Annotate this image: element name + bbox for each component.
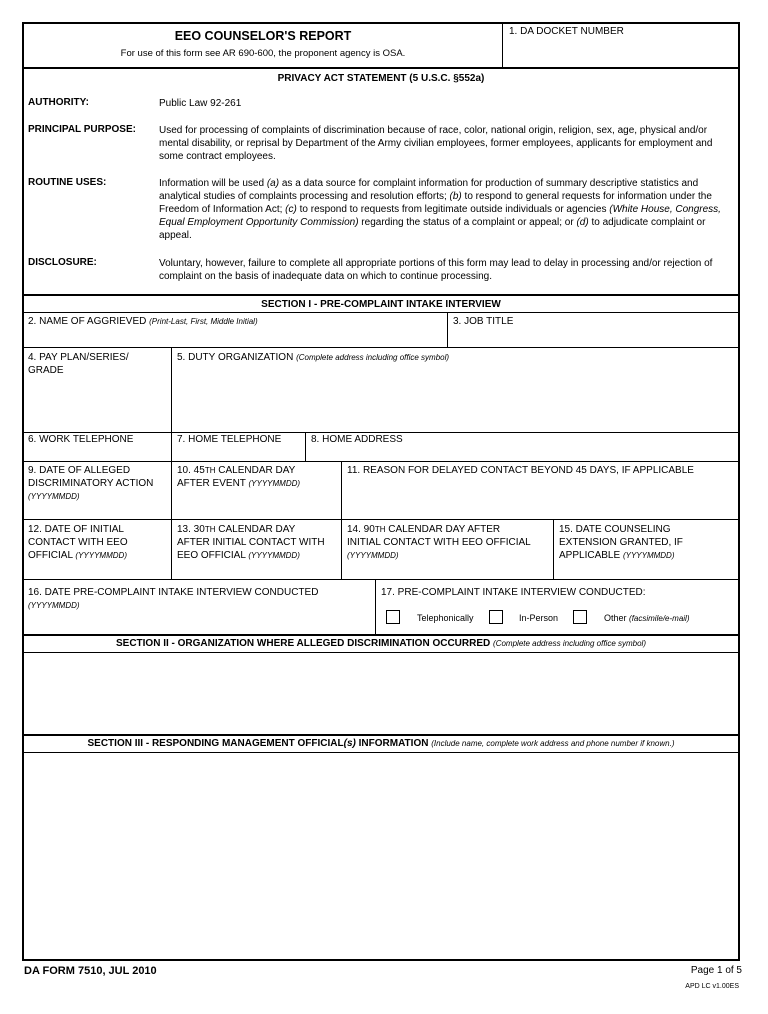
authority-label: AUTHORITY: <box>28 97 89 108</box>
divider <box>23 519 739 520</box>
organization-input-area[interactable] <box>24 653 738 733</box>
initial-contact-date-field[interactable]: 12. DATE OF INITIAL CONTACT WITH EEO OFFICIAL (YYYYMMDD) <box>28 524 128 561</box>
home-address-field[interactable]: 8. HOME ADDRESS <box>311 434 403 445</box>
telephonically-label: Telephonically <box>417 613 474 623</box>
divider <box>171 432 172 461</box>
divider <box>447 312 448 347</box>
form-title: EEO COUNSELOR'S REPORT <box>174 29 352 43</box>
divider <box>171 461 172 519</box>
divider <box>23 312 739 313</box>
privacy-heading: PRIVACY ACT STATEMENT (5 U.S.C. §552a) <box>277 73 485 84</box>
divider <box>341 519 342 579</box>
interview-method-label: 17. PRE-COMPLAINT INTAKE INTERVIEW CONDUCTED: <box>381 587 646 598</box>
divider <box>171 347 172 432</box>
telephonically-checkbox[interactable] <box>386 610 400 624</box>
management-official-input-area[interactable] <box>24 753 738 958</box>
routine-text: Information will be used (a) as a data source for complaint information for production of summary descriptive statistics and analytical studies of complaints processing and resolution efforts; (b) to respond to general requests for information under the Freedom of Information Act; (c) to respond to requests from legitimate outside individuals or agencies (White House, Congress, Equal Employment Opportunity Commission) regarding the status of a complaint or appeal; or (d) to adjudicate complaint or appeal. <box>159 178 721 241</box>
divider <box>23 634 739 636</box>
form-id: DA FORM 7510, JUL 2010 <box>24 965 157 977</box>
header-divider <box>502 23 503 68</box>
45th-day-field[interactable]: 10. 45TH CALENDAR DAY AFTER EVENT (YYYYMMDD) <box>177 465 301 489</box>
intake-interview-date-field[interactable]: 16. DATE PRE-COMPLAINT INTAKE INTERVIEW CONDUCTED (YYYYMMDD) <box>28 587 319 610</box>
job-title-field[interactable]: 3. JOB TITLE <box>453 316 514 327</box>
form-subtitle: For use of this form see AR 690-600, the proponent agency is OSA. <box>120 48 406 59</box>
other-label: Other (facsimile/e-mail) <box>604 613 690 623</box>
divider <box>23 294 739 296</box>
extension-date-field[interactable]: 15. DATE COUNSELING EXTENSION GRANTED, IF APPLICABLE (YYYYMMDD) <box>559 524 683 561</box>
version-label: APD LC v1.00ES <box>685 983 739 990</box>
section2-heading: SECTION II - ORGANIZATION WHERE ALLEGED DISCRIMINATION OCCURRED (Complete address including office symbol) <box>115 638 646 649</box>
in-person-checkbox[interactable] <box>489 610 503 624</box>
section3-heading: SECTION III - RESPONDING MANAGEMENT OFFICIAL(s) INFORMATION (Include name, complete work address and phone number if known.) <box>87 738 675 749</box>
divider <box>23 579 739 580</box>
routine-label: ROUTINE USES: <box>28 177 107 188</box>
purpose-text: Used for processing of complaints of discrimination because of race, color, national origin, religion, sex, age, physical and/or mental disability, or reprisal by Department of the Army civilian employees, former employees, applicants for employment and some contract employees. <box>159 125 713 162</box>
in-person-label: In-Person <box>519 613 559 623</box>
divider <box>341 461 342 519</box>
other-checkbox[interactable] <box>573 610 587 624</box>
divider <box>553 519 554 579</box>
disclosure-label: DISCLOSURE: <box>28 257 97 268</box>
delay-reason-field[interactable]: 11. REASON FOR DELAYED CONTACT BEYOND 45 DAYS, IF APPLICABLE <box>347 465 694 476</box>
work-telephone-field[interactable]: 6. WORK TELEPHONE <box>28 434 134 445</box>
docket-number-field[interactable]: 1. DA DOCKET NUMBER <box>509 26 624 37</box>
divider <box>305 432 306 461</box>
disclosure-text: Voluntary, however, failure to complete all appropriate portions of this form may lead to delay in processing and/or rejection of complaint on the basis of inadequate data on which to continue processing. <box>159 258 713 282</box>
90th-day-field[interactable]: 14. 90TH CALENDAR DAY AFTER INITIAL CONTACT WITH EEO OFFICIAL (YYYYMMDD) <box>347 524 531 560</box>
divider <box>23 734 739 736</box>
section1-heading: SECTION I - PRE-COMPLAINT INTAKE INTERVIEW <box>261 299 501 310</box>
divider <box>23 67 739 69</box>
name-aggrieved-field[interactable]: 2. NAME OF AGGRIEVED (Print-Last, First, Middle Initial) <box>28 316 258 327</box>
alleged-action-date-field[interactable]: 9. DATE OF ALLEGED DISCRIMINATORY ACTION (YYYYMMDD) <box>28 465 154 501</box>
authority-text: Public Law 92-261 <box>159 98 242 109</box>
divider <box>23 347 739 348</box>
purpose-label: PRINCIPAL PURPOSE: <box>28 124 136 135</box>
divider <box>375 579 376 634</box>
divider <box>23 461 739 462</box>
divider <box>171 519 172 579</box>
page-number: Page 1 of 5 <box>690 965 742 976</box>
pay-plan-field[interactable]: 4. PAY PLAN/SERIES/ GRADE <box>28 352 129 376</box>
duty-organization-field[interactable]: 5. DUTY ORGANIZATION (Complete address including office symbol) <box>177 352 450 363</box>
30th-day-field[interactable]: 13. 30TH CALENDAR DAY AFTER INITIAL CONTACT WITH EEO OFFICIAL (YYYYMMDD) <box>177 524 325 561</box>
home-telephone-field[interactable]: 7. HOME TELEPHONE <box>177 434 282 445</box>
